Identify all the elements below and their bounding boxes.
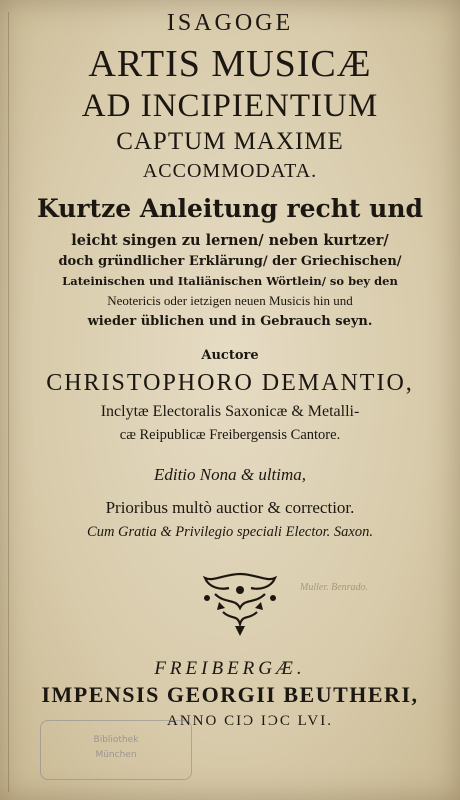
author-title-1: Inclytæ Electoralis Saxonicæ & Metalli- xyxy=(100,403,360,420)
imprint-publisher: IMPENSIS GEORGII BEUTHERI, xyxy=(41,682,419,707)
library-stamp xyxy=(40,720,192,780)
title-line-4: CAPTUM MAXIME xyxy=(116,128,344,155)
imprint-year: ANNO CIƆ IƆC LVI. xyxy=(167,713,333,729)
author-title-2: cæ Reipublicæ Freibergensis Cantore. xyxy=(119,427,341,443)
german-line-5: Neotericis oder ietzigen neuen Musicis hin und xyxy=(107,293,353,308)
auctore-label: Auctore xyxy=(201,348,259,363)
privilege-line: Cum Gratia & Privilegio speciali Elector. Saxon. xyxy=(87,524,373,540)
german-line-2: leicht singen zu lernen/ neben kurtzer/ xyxy=(71,232,389,249)
bleed-through-text: Muller. Benrado. xyxy=(300,582,369,593)
stamp-line-2: München xyxy=(95,750,137,760)
german-line-3: doch gründlicher Erklärung/ der Griechischen/ xyxy=(58,254,402,269)
german-line-1: Kurtze Anleitung recht und xyxy=(37,194,423,223)
german-line-6: wieder üblichen und in Gebrauch seyn. xyxy=(87,314,373,329)
stamp-line-1: Bibliothek xyxy=(93,735,139,745)
title-line-1: ISAGOGE xyxy=(166,10,294,36)
title-line-5: ACCOMMODATA. xyxy=(142,160,318,182)
german-line-4: Lateinischen und Italiänischen Wörtlein/ so bey den xyxy=(62,274,398,288)
author-name: CHRISTOPHORO DEMANTIO, xyxy=(46,370,414,396)
edition-line-1: Editio Nona & ultima, xyxy=(153,465,307,484)
title-line-3: AD INCIPIENTIUM xyxy=(81,88,379,124)
printer-ornament-icon xyxy=(195,568,285,638)
edition-line-2: Prioribus multò auctior & correctior. xyxy=(105,498,355,517)
imprint-city: FREIBERGÆ. xyxy=(154,658,306,679)
title-line-2: ARTIS MUSICÆ xyxy=(88,43,372,85)
